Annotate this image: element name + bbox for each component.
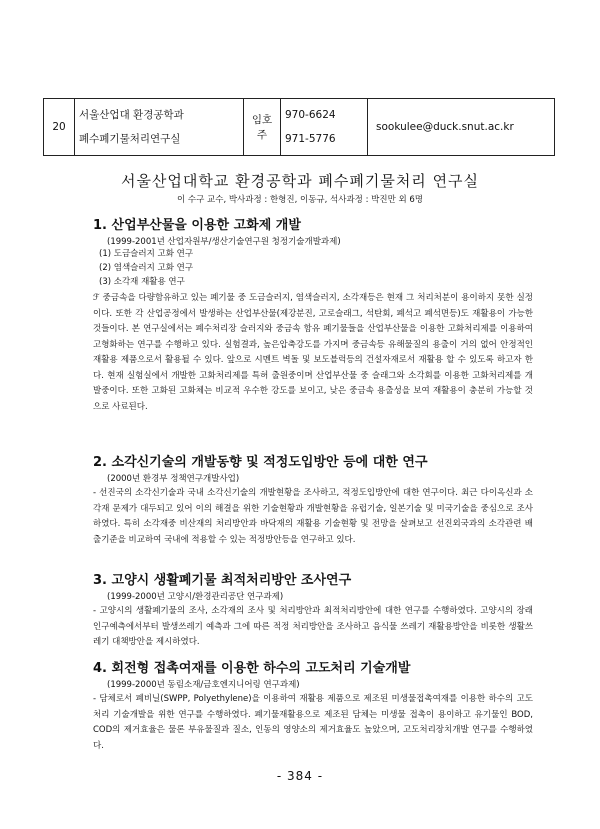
page-number: - 384 -: [276, 769, 324, 783]
lab-cell: [75, 99, 244, 156]
email: sookulee@duck.snut.ac.kr: [368, 99, 555, 156]
section-3: [93, 569, 533, 651]
info-table: [43, 98, 555, 156]
section-title: 1. 산업부산물을 이용한 고화제 개발: [93, 218, 301, 233]
list-item: (3) 소각재 재활용 연구: [99, 277, 185, 287]
section-title: 2. 소각신기술의 개발동향 및 적정도입방안 등에 대한 연구: [93, 455, 428, 470]
phone-cell: [281, 99, 368, 156]
section-body: - 담체로서 폐비닐(SWPP, Polyethylene)을 이용하여 재활용 제품으로 제조된 미생물접촉여재를 이용한 하수의 고도처리 기술개발을 위한 연구를 수행하였다. 폐기물재활용으로 제조된 담체는 미생물 접촉이 용이하고 유기물인 BOD, COD의 제거효율은 물론 부유물질과 질소, 인동의 영양소의 제거효율도 높았으며, 고도처리장치개발 연구를 수행하였다.: [93, 694, 533, 751]
section-body: ℱ 중금속을 다량함유하고 있는 폐기물 중 도금슬러지, 염색슬러지, 소각재등은 현재 그 처리처분이 용이하지 못한 실정이다. 또한 각 산업공정에서 발생하는 산업부산물(제강분진, 고로슬래그, 석탄회, 폐석고 폐석면등)도 재활용이 가능한 것들이다. 본 연구실에서는 폐수처리장 슬러지와 중금속 함유 폐기물들을 산업부산물을 이용한 고화처리제를 이용하여 고형화하는 연구를 수행하고 있다. 실험결과, 높은압축강도를 가지며 중금속등 유해물질의 용출이 거의 없어 안정적인 재활용 제품으로서 활용될 수 있다. 앞으로 시멘트 벽돌 및 보도블럭등의 건설자재로서 재활용 할 수 있도록 하고자 한다. 현재 실험실에서 개발한 고화처리제를 특허 출원중이며 산업부산물 중 슬래그와 소각회를 이용한 고화처리제를 개발중이다. 또한 고화된 고화체는 비교적 우수한 강도를 보이고, 낮은 중금속 용출성을 보여 재활용이 충분히 가능할 것으로 사료된다.: [93, 293, 533, 412]
page-title: 서울산업대학교 환경공학과 폐수폐기물처리 연구실: [120, 172, 480, 190]
lab-line-2: 폐수폐기물처리연구실: [79, 133, 181, 145]
section-source: (1999-2000년 동림소재/금호엔지니어링 연구과제): [107, 680, 300, 690]
section-body: - 고양시의 생활폐기물의 조사, 소각재의 조사 및 처리방안과 최적처리방안에 대한 연구를 수행하였다. 고양시의 장래 인구예측에서부터 발생쓰레기 예측과 그에 따른 적정 처리방안을 조사하고 음식물 쓰레기 재활용방안을 비롯한 생활쓰레기 대책방안을 제시하였다.: [93, 606, 533, 647]
section-source: (1999-2001년 산업자원부/생산기술연구원 청정기술개발과제): [107, 237, 341, 247]
entry-number: 20: [44, 99, 75, 156]
section-title: 3. 고양시 생활폐기물 최적처리방안 조사연구: [93, 573, 352, 588]
section-2: [93, 451, 533, 548]
section-title: 4. 회전형 접촉여재를 이용한 하수의 고도처리 기술개발: [93, 661, 411, 676]
list-item: (1) 도금슬러지 고화 연구: [99, 249, 194, 259]
section-source: (1999-2000년 고양시/환경관리공단 연구과제): [107, 592, 284, 602]
section-4: [93, 657, 533, 754]
section-1: [93, 214, 533, 415]
section-source: (2000년 환경부 정책연구개발사업): [107, 474, 240, 484]
list-item: (2) 염색슬러지 고화 연구: [99, 263, 194, 273]
phone-2: 971-5776: [285, 133, 336, 145]
lab-line-1: 서울산업대 환경공학과: [79, 109, 184, 121]
phone-1: 970-6624: [285, 109, 336, 121]
section-body: - 선진국의 소각신기술과 국내 소각신기술의 개발현황을 조사하고, 적정도입방안에 대한 연구이다. 최근 다이옥신과 소각재 문제가 대두되고 있어 이의 해결을 위한 기술현황과 개발현황을 유럽기술, 일본기술 및 미국기술을 중심으로 조사하였다. 특히 소각재중 비산재의 처리방안과 바닥재의 재활용 기술현황 및 전망을 살펴보고 선진외국과의 소각관련 배출기준을 비교하여 국내에 적용할 수 있는 적정방안등을 연구하고 있다.: [93, 488, 533, 545]
page-subtitle: 이 수구 교수, 박사과정 : 한형진, 이동규, 석사과정 : 박진만 외 6명: [176, 195, 424, 205]
professor-name: 임호주: [244, 99, 281, 156]
